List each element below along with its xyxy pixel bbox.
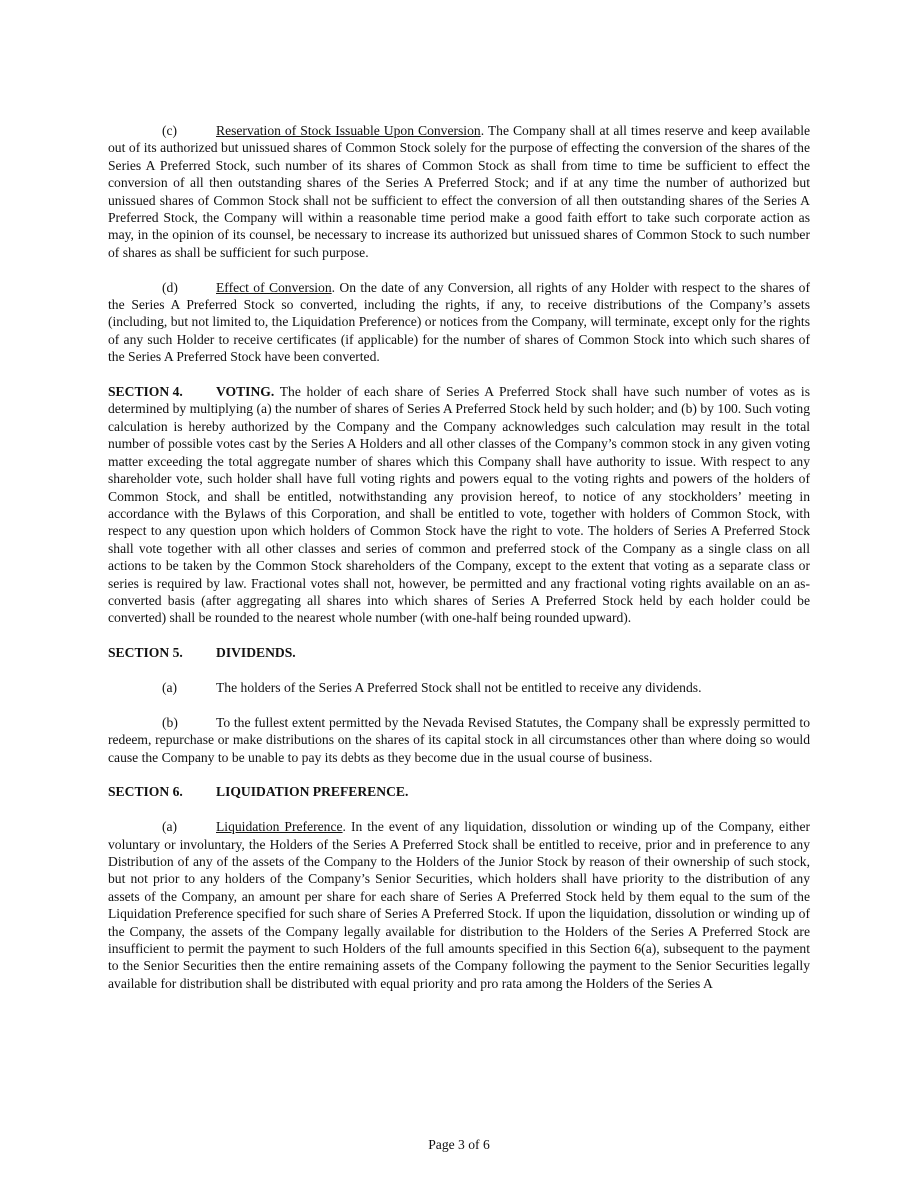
section-number: SECTION 4. (108, 384, 183, 400)
section-title: LIQUIDATION PREFERENCE. (216, 784, 409, 800)
paragraph-text: . On the date of any Conversion, all rights of any Holder with respect to the shares of the Series A Preferred Stock so converted, including the rights, if any, to receive distributions of the Company’s assets (including, but not limited to, the Liquidation Preference) or notices from the Company, will terminate, except only for the rights of any such Holder to receive certificates (if applicable) for the number of shares of Common Stock into which such shares of the Series A Preferred Stock have been converted. (108, 279, 810, 365)
paragraph-text: . The Company shall at all times reserve and keep available out of its authorized but unissued shares of Common Stock solely for the purpose of effecting the conversion of the shares of the Series A Preferred Stock, such number of its shares of Common Stock as shall from time to time be sufficient to effect the conversion of all then outstanding shares of the Series A Preferred Stock; and if at any time the number of authorized but unissued shares of Common Stock shall not be sufficient to effect the conversion of all then outstanding shares of the Series A Preferred Stock, the Company will within a reasonable time period make a good faith effort to take such corporate action as may, in the opinion of its counsel, be necessary to increase its authorized but unissued shares of Common Stock to such number of shares as shall be sufficient for such purpose. (108, 123, 811, 260)
section-6-heading (108, 783, 810, 800)
paragraph-heading: Liquidation Preference (216, 819, 343, 835)
section-4 (108, 383, 810, 627)
paragraph-text: To the fullest extent permitted by the Nevada Revised Statutes, the Company shall be expressly permitted to redeem, repurchase or make distributions on the shares of its capital stock in all circumstances other than where doing so would cause the Company to be unable to pay its debts as they become due in the usual course of business. (108, 714, 810, 765)
paragraph-number: (d) (162, 279, 178, 295)
page-number: Page 3 of 6 (428, 1137, 490, 1152)
paragraph-number: (a) (162, 819, 178, 835)
section-5-heading (108, 644, 810, 661)
paragraph-d (108, 279, 810, 366)
paragraph-number: (b) (162, 714, 178, 730)
section-5-b (108, 714, 810, 766)
paragraph-number: (a) (162, 679, 178, 695)
section-title: VOTING. (216, 384, 275, 400)
paragraph-number: (c) (162, 123, 178, 138)
section-text: The holder of each share of Series A Preferred Stock shall have such number of votes as is determined by multiplying (a) the number of shares of Series A Preferred Stock held by such holder; and (b) by 100. Such voting calculation is hereby authorized by the Company and the Company acknowledges such calculation may result in the total number of possible votes cast by the Series A Holders and all other classes of the Company’s common stock in any given voting matter exceeding the total aggregate number of shares which this Company shall have authority to issue. With respect to any shareholder vote, such holder shall have full voting rights and powers equal to the voting rights and powers of the holders of Common Stock, and shall be entitled, notwithstanding any provision hereof, to notice of any stockholders’ meeting in accordance with the Bylaws of this Corporation, and shall be entitled to vote, together with holders of Common Stock, with respect to any question upon which holders of Common Stock have the right to vote. The holders of Series A Preferred Stock shall vote together with all other classes and series of common and preferred stock of the Company as a single class on all actions to be taken by the Common Stock shareholders of the Company, except to the extent that voting as a separate class or series is required by law. Fractional votes shall not, however, be permitted and any fractional voting rights available on an as-converted basis (after aggregating all shares into which shares of Series A Preferred Stock held by each holder could be converted) shall be rounded to the nearest whole number (with one-half being rounded upward). (108, 384, 810, 626)
paragraph-text: . In the event of any liquidation, dissolution or winding up of the Company, either voluntary or involuntary, the Holders of the Series A Preferred Stock shall be entitled to receive, prior and in preference to any Distribution of any of the assets of the Company to the Holders of the Junior Stock by reason of their ownership of such stock, but not prior to any holders of the Company’s Senior Securities, which holders shall have priority to the distribution of any assets of the Company, an amount per share for each share of Series A Preferred Stock held by them equal to the sum of the Liquidation Preference specified for such share of Series A Preferred Stock. If upon the liquidation, dissolution or winding up of the Company, the assets of the Company legally available for distribution to the Holders of the Series A Preferred Stock are insufficient to permit the payment to such Holders of the full amounts specified in this Section 6(a), subsequent to the payment to the Senior Securities then the entire remaining assets of the Company following the payment to the Senior Securities legally available for distribution shall be distributed with equal priority and pro rata among the Holders of the Series A (108, 819, 811, 991)
section-number: SECTION 5. (108, 645, 183, 661)
section-title: DIVIDENDS. (216, 645, 296, 661)
paragraph-heading: Reservation of Stock Issuable Upon Conversion (216, 123, 481, 138)
document-body (108, 122, 810, 1010)
paragraph-text: The holders of the Series A Preferred Stock shall not be entitled to receive any dividends. (216, 679, 702, 695)
paragraph-c (108, 122, 810, 261)
paragraph-heading: Effect of Conversion (216, 279, 332, 295)
section-number: SECTION 6. (108, 784, 183, 800)
section-6-a (108, 818, 810, 992)
section-5-a (108, 679, 810, 696)
